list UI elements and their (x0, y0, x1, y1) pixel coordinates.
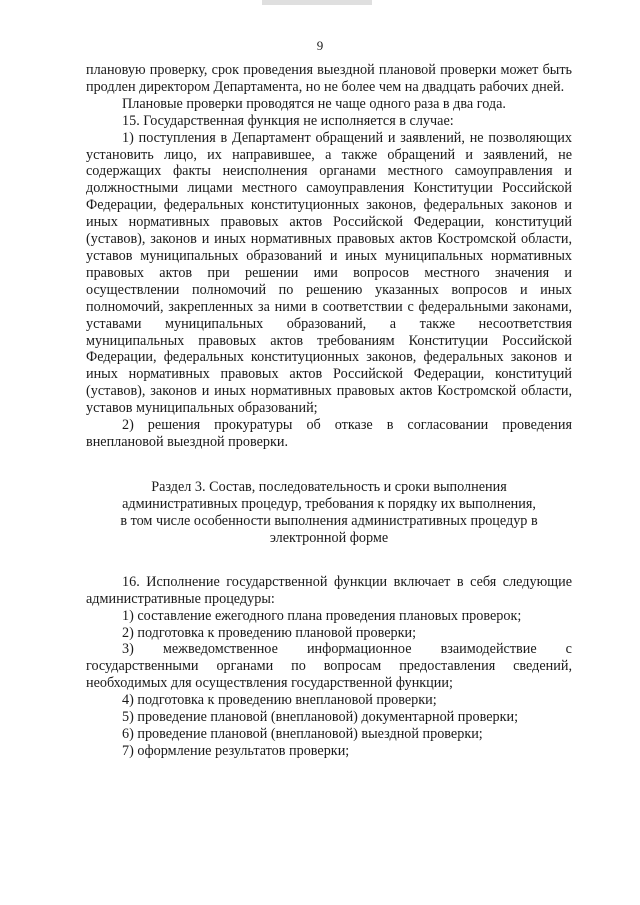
list-item: 1) поступления в Департамент обращений и заявлений, не позволяющих установить лицо, их направившее, а также обращений и заявлений, не содержащих факты неисполнения органами местного самоуправления и должностными лицами местного самоуправления Конституции Российской Федерации, федеральных конституционных законов, федеральных законов и иных нормативных правовых актов Российской Федерации, конституций (уставов), законов и иных нормативных правовых актов Костромской области, уставов муниципальных образований и иных муниципальных нормативных правовых актов при решении ими вопросов местного значения и осуществлении полномочий по решению указанных вопросов и иных полномочий, закрепленных за ними в соответствии с федеральными законами, уставами муниципальных образований, а также несоответствия муниципальных правовых актов требованиям Конституции Российской Федерации, федеральных конституционных законов, федеральных законов и иных нормативных правовых актов Российской Федерации, конституций (уставов), законов и иных нормативных правовых актов Костромской области, уставов муниципальных образований; (86, 129, 572, 417)
list-item: 2) подготовка к проведению плановой проверки; (122, 624, 417, 641)
scan-artifact (262, 0, 372, 5)
paragraph: 16. Исполнение государственной функции включает в себя следующие административные процедуры: (86, 573, 572, 607)
list-item: 5) проведение плановой (внеплановой) документарной проверки; (122, 709, 519, 726)
list-item: 1) составление ежегодного плана проведения плановых проверок; (122, 607, 522, 624)
page-number: 9 (316, 38, 324, 53)
document-body (86, 62, 572, 760)
list-item: 2) решения прокуратуры об отказе в согласовании проведения внеплановой выездной проверки. (86, 417, 572, 450)
paragraph: Плановые проверки проводятся не чаще одного раза в два года. (122, 95, 506, 112)
paragraph: плановую проверку, срок проведения выездной плановой проверки может быть продлен директором Департамента, но не более чем на двадцать рабочих дней. (86, 62, 572, 95)
list-item: 6) проведение плановой (внеплановой) выездной проверки; (122, 726, 483, 742)
list-item: 3) межведомственное информационное взаимодействие с государственными органами по вопросам предоставления сведений, необходимых для осуществления государственной функции; (86, 641, 572, 692)
list-item: 7) оформление результатов проверки; (122, 742, 350, 759)
list-item: 4) подготовка к проведению внеплановой проверки; (122, 692, 437, 709)
paragraph: 15. Государственная функция не исполняется в случае: (122, 112, 454, 129)
section-heading: Раздел 3. Состав, последовательность и сроки выполнения административных процедур, требования к порядку их выполнения, в том числе особенности выполнения административных процедур в электронной форме (120, 478, 538, 546)
